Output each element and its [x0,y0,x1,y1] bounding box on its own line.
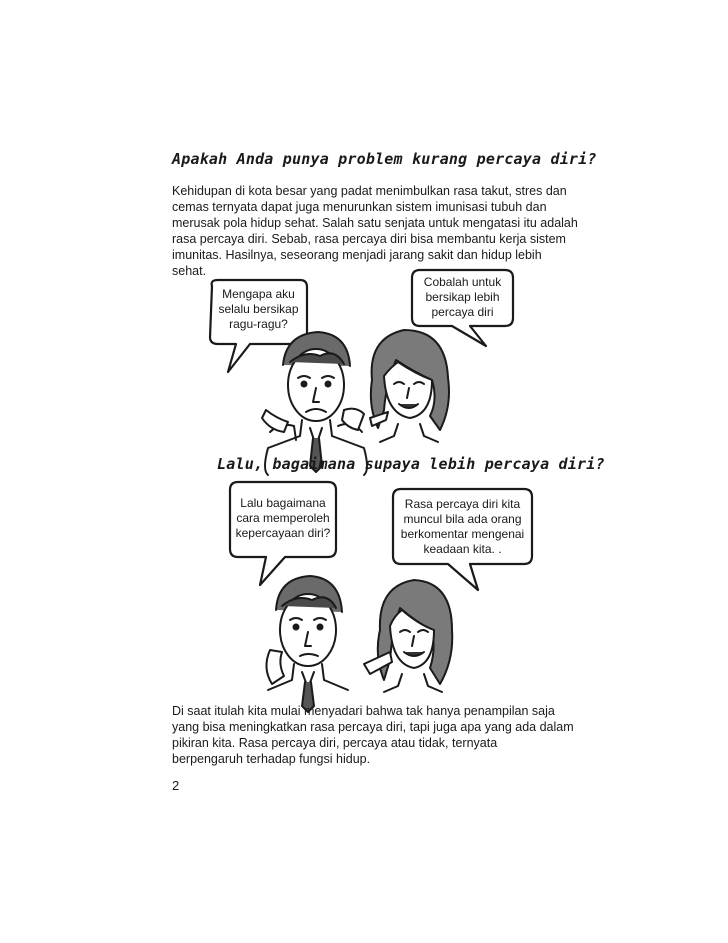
smiling-woman-figure-bottom [364,580,452,692]
intro-line: merusak pola hidup sehat. Salah satu senjata untuk mengatasi itu adalah [172,216,578,230]
section-heading-2: Lalu, bagaimana supaya lebih percaya diri? [217,455,605,473]
bubble-line: keadaan kita. . [423,542,502,556]
speech-bubble-3-text [230,496,336,541]
bubble-line: Cobalah untuk [423,275,502,289]
bubble-line: percaya diri [431,305,494,319]
bubble-line: bersikap lebih [425,290,500,304]
bubble-line: muncul bila ada orang [403,512,522,526]
intro-line: cemas ternyata dapat juga menurunkan sistem imunisasi tubuh dan [172,200,547,214]
bubble-line: Lalu bagaimana [240,496,326,510]
closing-line: Di saat itulah kita mulai menyadari bahwa tak hanya penampilan saja [172,704,555,718]
closing-paragraph [172,703,572,767]
closing-line: pikiran kita. Rasa percaya diri, percaya atau tidak, ternyata [172,736,498,750]
bubble-line: selalu bersikap [218,302,299,316]
intro-paragraph [172,183,578,279]
speech-bubble-4-text [393,497,532,557]
worried-man-figure-top [262,332,367,475]
intro-line: Kehidupan di kota besar yang padat menimbulkan rasa takut, stres dan [172,184,567,198]
closing-line: yang bisa meningkatkan rasa percaya diri, tapi juga apa yang ada dalam [172,720,574,734]
bubble-line: berkomentar mengenai [400,527,525,541]
bubble-line: Mengapa aku [222,287,295,301]
thinking-man-figure-bottom [266,576,348,712]
bubble-line: cara memperoleh [236,511,330,525]
closing-line: berpengaruh terhadap fungsi hidup. [172,752,371,766]
page-number: 2 [172,778,180,793]
speech-bubble-1-text [210,287,307,332]
intro-line: imunitas. Hasilnya, seseorang menjadi jarang sakit dan hidup lebih [172,248,542,262]
bubble-line: ragu-ragu? [229,317,288,331]
smiling-woman-figure-top [370,330,449,442]
speech-bubble-2-text [412,275,513,320]
bubble-line: Rasa percaya diri kita [404,497,521,511]
section-heading-1: Apakah Anda punya problem kurang percaya diri? [172,150,597,168]
bubble-line: kepercayaan diri? [235,526,331,540]
intro-line: rasa percaya diri. Sebab, rasa percaya diri bisa membantu kerja sistem [172,232,566,246]
intro-line: sehat. [172,264,207,278]
